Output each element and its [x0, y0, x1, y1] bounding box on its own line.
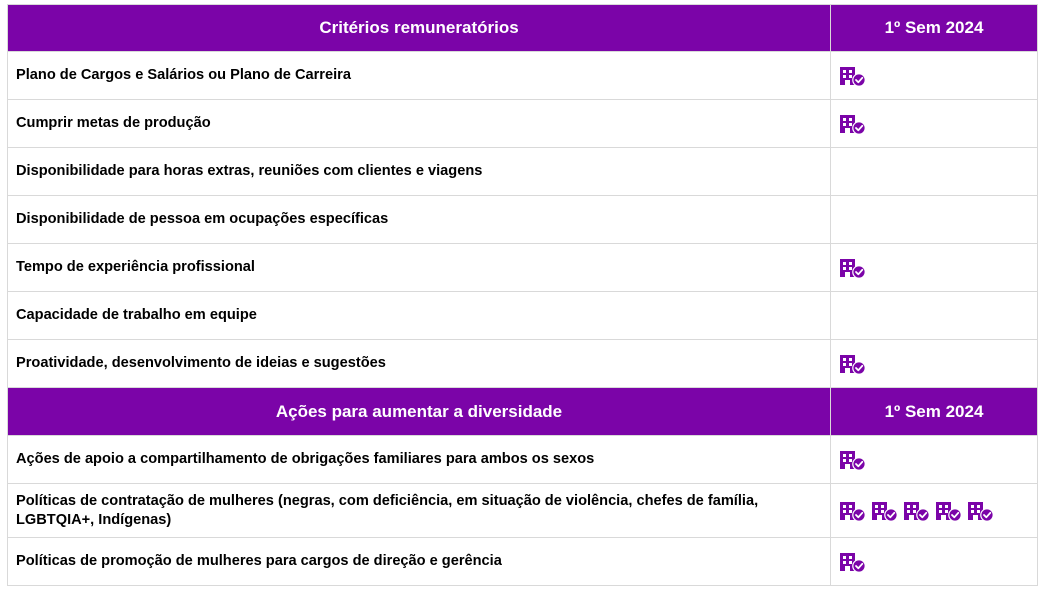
row-label: Plano de Cargos e Salários ou Plano de Carreira: [8, 52, 831, 100]
row-indicator-cell: [831, 538, 1038, 586]
row-label: Políticas de contratação de mulheres (negras, com deficiência, em situação de violência, chefes de família, LGBTQIA+, Indígenas): [8, 484, 831, 538]
company-check-icon: [935, 500, 963, 522]
company-check-icon: [839, 353, 867, 375]
company-check-icon: [839, 449, 867, 471]
section1-body: [8, 52, 1038, 388]
row-indicator-cell: [831, 436, 1038, 484]
table-row: [8, 340, 1038, 388]
row-label: Capacidade de trabalho em equipe: [8, 292, 831, 340]
company-check-icon: [967, 500, 995, 522]
row-label: Ações de apoio a compartilhamento de obrigações familiares para ambos os sexos: [8, 436, 831, 484]
section1-title: Critérios remuneratórios: [8, 5, 831, 52]
company-check-icon: [839, 500, 867, 522]
row-label: Proatividade, desenvolvimento de ideias e sugestões: [8, 340, 831, 388]
row-indicator-cell: [831, 100, 1038, 148]
table-row: [8, 100, 1038, 148]
row-label: Políticas de promoção de mulheres para cargos de direção e gerência: [8, 538, 831, 586]
table-row: [8, 484, 1038, 538]
section2-period: 1º Sem 2024: [831, 388, 1038, 436]
section2-header-row: [8, 388, 1038, 436]
table-row: [8, 292, 1038, 340]
table-row: [8, 538, 1038, 586]
row-label: Disponibilidade para horas extras, reuniões com clientes e viagens: [8, 148, 831, 196]
row-indicator-cell: [831, 244, 1038, 292]
company-check-icon: [839, 113, 867, 135]
table-row: [8, 436, 1038, 484]
criteria-table: [7, 4, 1038, 586]
row-indicator-cell: [831, 484, 1038, 538]
section1-period: 1º Sem 2024: [831, 5, 1038, 52]
criteria-table-container: [7, 4, 1037, 586]
row-indicator-cell: [831, 196, 1038, 244]
table-row: [8, 52, 1038, 100]
section2-body: [8, 436, 1038, 586]
table-row: [8, 148, 1038, 196]
company-check-icon: [839, 65, 867, 87]
company-check-icon: [839, 257, 867, 279]
row-label: Tempo de experiência profissional: [8, 244, 831, 292]
section2-title: Ações para aumentar a diversidade: [8, 388, 831, 436]
section1-header-row: [8, 5, 1038, 52]
table-row: [8, 196, 1038, 244]
row-indicator-cell: [831, 148, 1038, 196]
row-indicator-cell: [831, 340, 1038, 388]
row-label: Cumprir metas de produção: [8, 100, 831, 148]
row-indicator-cell: [831, 52, 1038, 100]
row-label: Disponibilidade de pessoa em ocupações específicas: [8, 196, 831, 244]
company-check-icon: [903, 500, 931, 522]
table-row: [8, 244, 1038, 292]
row-indicator-cell: [831, 292, 1038, 340]
company-check-icon: [871, 500, 899, 522]
company-check-icon: [839, 551, 867, 573]
